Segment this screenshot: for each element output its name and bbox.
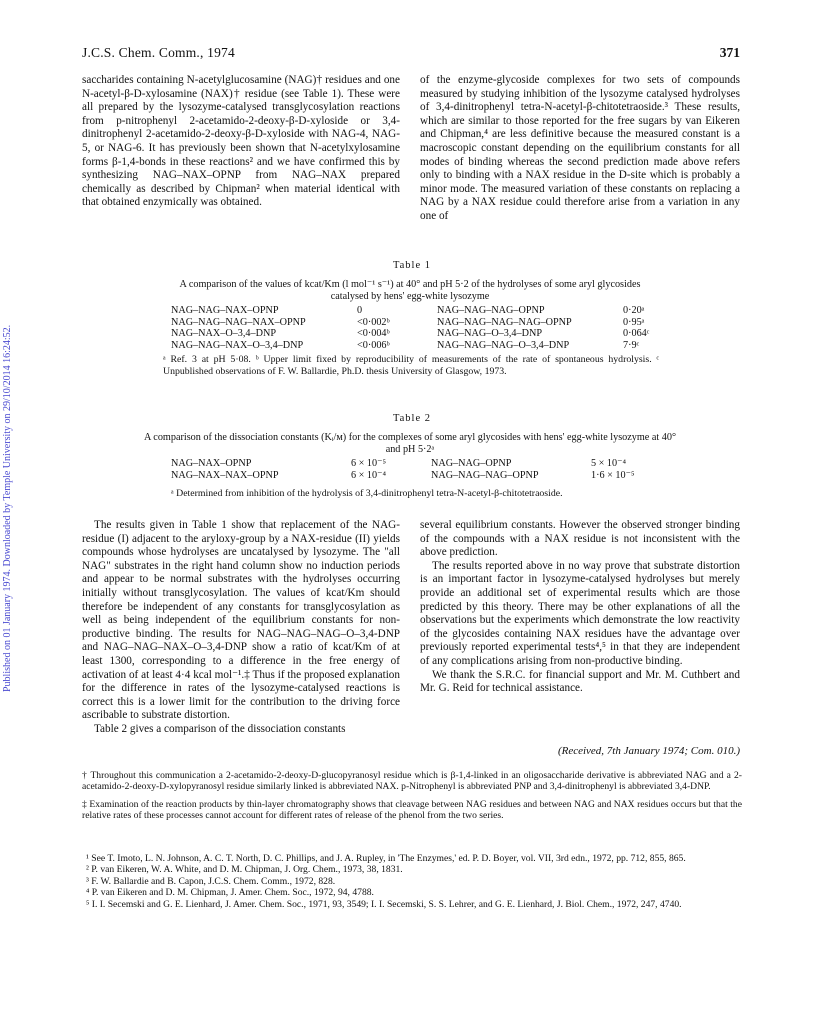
reference: ⁴ P. van Eikeren and D. M. Chipman, J. Amer. Chem. Soc., 1972, 94, 4788. [86,887,374,899]
reference: ² P. van Eikeren, W. A. White, and D. M. Chipman, J. Org. Chem., 1973, 38, 1831. [86,864,403,876]
table-cell: <0·004ᵇ [357,328,390,340]
table1-caption: Table 1 [392,260,432,271]
paragraph: several equilibrium constants. However the observed stronger binding of the compounds with a NAX residue is not inconsistent with the above prediction. [420,519,740,559]
table-cell: <0·002ᵇ [357,316,390,328]
table-cell: NAG–NAG–NAX–O–3,4–DNP [171,339,304,351]
paragraph: The results given in Table 1 show that replacement of the NAG-residue (I) adjacent to the aryloxy-group by a NAX-residue (II) yields compounds whose hydrolyses are uncatalysed by lysozyme. The "all NAG" substrates in the right hand column show no induction periods and appear to be normal substrates with the hydrolyses occurring initially without transglycosylation. The values of kcat/Km should therefore be independent of any constants for transglycosylation as well as being independent of the equilibrium constants for non-productive binding. The results for NAG–NAG–NAG–O–3,4-DNP and NAG–NAG–NAX–O–3,4-DNP show a ratio of kcat/Km of at least 1300, corresponding to a difference in the free energy of activation of at least 4·4 kcal mol⁻¹.‡ Thus if the proposed explanation for the difference in rates of the lysozyme-catalysed reactions is correct this is a lower limit for the contribution to the driving force ascribable to substrate distortion. [82,519,400,722]
footnote: ‡ Examination of the reaction products by thin-layer chromatography shows that cleavage between NAG residues and between NAG and NAX residues occurs but that the relative rates of these processes cannot account for different rates of release of the phenol from the two series. [82,798,742,822]
table2 [171,458,635,481]
table1-notes: ᵃ Ref. 3 at pH 5·08. ᵇ Upper limit fixed by reproducibility of measurements of the rate of spontaneous hydrolysis. ᶜ Unpublished observations of F. W. Ballardie, Ph.D. thesis University of Glasgow, 1973. [163,354,659,377]
provenance-sidebar[interactable]: Published on 01 January 1974. Downloaded by Temple University on 29/10/2014 16:24:52. [2,324,13,692]
reference: ⁵ I. I. Secemski and G. E. Lienhard, J. Amer. Chem. Soc., 1971, 93, 3549; I. I. Secemski, S. S. Lehrer, and G. E. Lienhard, J. Biol. Chem., 1972, 247, 4740. [86,898,682,910]
table2-caption: Table 2 [392,413,432,424]
table-cell: NAG–NAG–OPNP [431,458,512,469]
reference: ¹ See T. Imoto, L. N. Johnson, A. C. T. North, D. C. Phillips, and J. A. Rupley, in 'The Enzymes,' ed. P. D. Boyer, vol. VII, 3rd edn., 1972, pp. 712, 855, 865. [86,853,686,864]
table-cell: NAG–NAX–OPNP [171,458,252,469]
footnote: † Throughout this communication a 2-acetamido-2-deoxy-D-glucopyranosyl residue which is β-1,4-linked in an oligosaccharide derivative is abbreviated NAG and a 2-acetamido-2-deoxy-D-xylopyranosyl residue similarly linked is abbreviated NAX. p-Nitrophenyl is abbreviated PNP and 3,4-dinitrophenyl is abbreviated 3,4-DNP. [82,770,742,793]
reference: ³ F. W. Ballardie and B. Capon, J.C.S. Chem. Comm., 1972, 828. [86,875,336,887]
table-cell: NAG–NAG–NAG–NAG–OPNP [437,316,572,328]
table-cell: NAG–NAG–NAG–OPNP [437,305,545,316]
table-row [171,470,635,482]
footnotes [82,770,742,822]
journal-header: J.C.S. Chem. Comm., 1974 [82,45,235,60]
table-cell: <0·006ᵇ [357,339,390,351]
paragraph: Table 2 gives a comparison of the dissociation constants [94,722,346,735]
table-cell: 1·6 × 10⁻⁵ [591,469,635,481]
table-row [171,458,635,470]
references [82,853,742,910]
table-cell: NAG–NAG–NAG–OPNP [431,469,539,481]
table-cell: 0·95ᵃ [623,316,645,328]
table-cell: NAG–NAX–O–3,4–DNP [171,328,276,340]
paragraph: The results reported above in no way prove that substrate distortion is an important factor in lysozyme-catalysed hydrolyses but merely provide an additional set of experimental results which are those predicted by this theory. There may be other explanations of all the observations but the experiments which demonstrate the low reactivity of the glycosides containing NAX residues have the advantage over previously reported experimental tests⁴,⁵ in that they are independent of any complications arising from non-productive binding. [420,559,740,667]
top-left-column [82,74,400,210]
paragraph: saccharides containing N-acetylglucosamine (NAG)† residues and one N-acetyl-β-D-xylosamine (NAX)† residue (see Table 1). These were all prepared by the lysozyme-catalysed transglycosylation reactions from p-nitrophenyl 2-acetamido-2-deoxy-β-D-xyloside or 3,4-dinitrophenyl 2-acetamido-2-deoxy-β-D-xyloside with NAG-4, NAG-5, or NAG-6. It has previously been shown that N-acetylxylosamine forms β-1,4-bonds in these reactions² and we have confirmed this by synthesizing NAG–NAX–OPNP from NAG–NAX prepared chemically as described by Chipman² when material identical with that obtained enzymically was obtained. [82,74,400,209]
table-cell: NAG–NAG–NAG–O–3,4–DNP [437,339,570,351]
table1 [171,305,649,351]
table-cell: 0·064ᶜ [623,328,650,340]
table1-description: A comparison of the values of kcat/Km (l mol⁻¹ s⁻¹) at 40° and pH 5·2 of the hydrolyses of some aryl glycosides catalysed by hens' egg-white lysozyme [179,279,641,302]
received-date: (Received, 7th January 1974; Com. 010.) [557,745,740,757]
page-number: 371 [719,45,740,60]
table-cell: 6 × 10⁻⁴ [351,469,387,481]
table-row [171,340,649,352]
bottom-right-column [420,519,740,696]
table-cell: NAG–NAX–NAX–OPNP [171,469,279,481]
table-cell: NAG–NAG–NAX–OPNP [171,305,279,316]
table-cell: 6 × 10⁻⁵ [351,458,387,469]
table-cell: NAG–NAG–O–3,4–DNP [437,328,542,340]
table-row [171,317,649,329]
table-cell: 7·9ᶜ [623,339,640,351]
table2-notes: ᵃ Determined from inhibition of the hydrolysis of 3,4-dinitrophenyl tetra-N-acetyl-β-chitotetraoside. [171,488,563,499]
paragraph: We thank the S.R.C. for financial support and Mr. M. Cuthbert and Mr. G. Reid for technical assistance. [420,668,740,695]
top-right-column [420,74,740,224]
table-cell: 0·20ᵃ [623,305,645,316]
bottom-left-column [82,519,400,737]
paragraph: of the enzyme-glycoside complexes for two sets of compounds measured by studying inhibition of the lysozyme catalysed hydrolyses of 3,4-dinitrophenyl tetra-N-acetyl-β-chitotetraoside.³ These results, which are similar to those reported for the free sugars by van Eikeren and Chipman,⁴ are less definitive because the measured constant is a macroscopic constant depending on the equilibrium constants for all modes of binding whereas the second prediction made above refers only to binding with a NAX residue in the D-site which is probably a minor mode. The measured variation of these constants on replacing a NAG by a NAX residue could therefore arise from a variation in any one of [420,74,740,222]
table-row [171,328,649,340]
table2-description: A comparison of the dissociation constants (Kᵢ/м) for the complexes of some aryl glycosides with hens' egg-white lysozyme at 40° and pH 5·2ᵃ [143,432,677,455]
table-cell: 0 [357,305,363,316]
table-cell: NAG–NAG–NAG–NAX–OPNP [171,316,306,328]
table-cell: 5 × 10⁻⁴ [591,458,627,469]
table-row [171,305,649,317]
